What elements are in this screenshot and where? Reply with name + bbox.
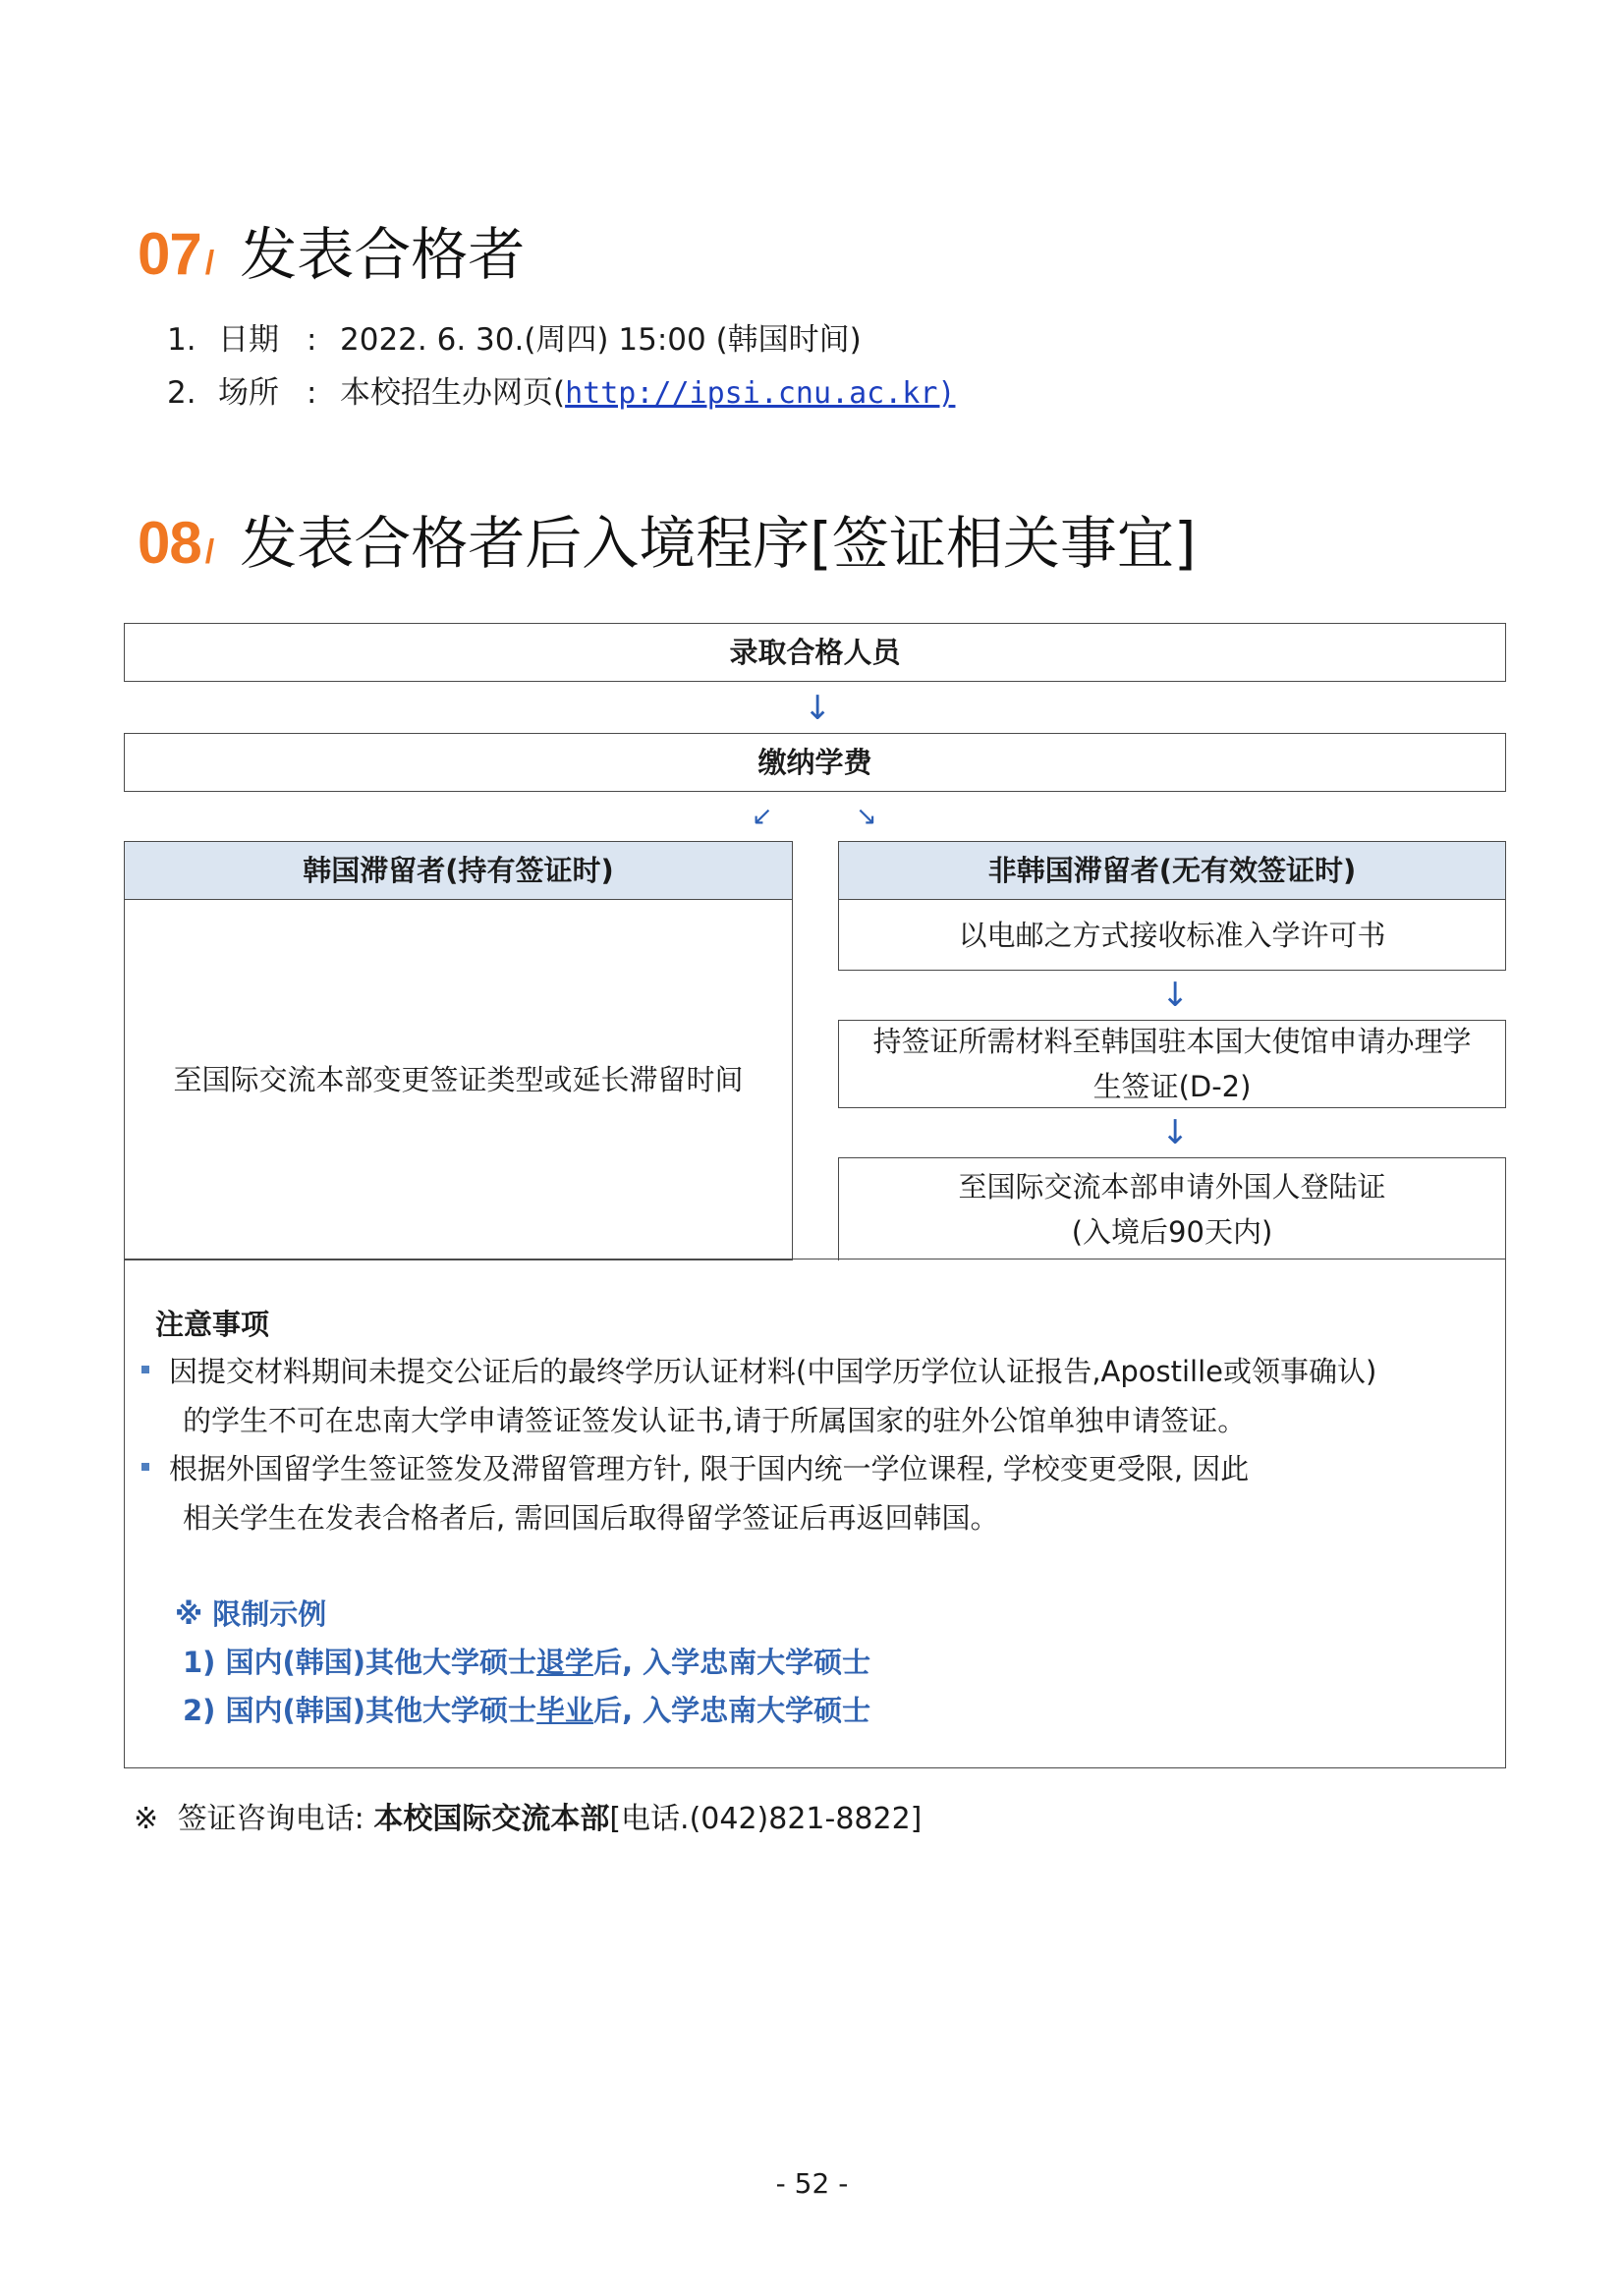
info-colon: : — [307, 375, 317, 411]
arrow-down-icon: ↓ — [804, 689, 832, 728]
note-item2-line2: 相关学生在发表合格者后, 需回国后取得留学签证后再返回韩国。 — [183, 1501, 999, 1535]
info-value: 本校招生办网页( — [340, 375, 566, 411]
section-title: 发表合格者后入境程序[签证相关事宜] — [240, 510, 1197, 577]
flow-step-tuition: 缴纳学费 — [124, 733, 1506, 792]
left-branch-body: 至国际交流本部变更签证类型或延长滞留时间 — [124, 899, 793, 1260]
info-value: 2022. 6. 30.(周四) 15:00 (韩国时间) — [340, 322, 862, 358]
arrow-down-right-icon: ↘ — [856, 802, 877, 831]
contact-phone: [电话.(042)821-8822] — [609, 1802, 923, 1836]
alien-registration-line2: (入境后90天内) — [1071, 1215, 1273, 1249]
right-step-admission-letter: 以电邮之方式接收标准入学许可书 — [838, 899, 1506, 971]
flow-step-admitted: 录取合格人员 — [124, 623, 1506, 682]
arrow-down-icon: ↓ — [1161, 976, 1190, 1015]
page-number: - 52 - — [775, 2167, 849, 2200]
restriction-example-title: ※ 限制示例 — [175, 1597, 327, 1631]
arrow-down-icon: ↓ — [1161, 1113, 1190, 1152]
section-slash: / — [204, 533, 215, 571]
right-branch-header: 非韩国滞留者(无有效签证时) — [838, 841, 1506, 900]
right-step-visa-application — [838, 1020, 1506, 1108]
info-number: 2. — [167, 375, 196, 411]
info-place — [167, 367, 955, 412]
example2-prefix: 2) 国内(韩国)其他大学硕士 — [183, 1694, 537, 1727]
bullet-icon — [141, 1366, 149, 1373]
section-title: 发表合格者 — [240, 221, 526, 288]
contact-label: 签证咨询电话: — [177, 1802, 364, 1836]
info-colon: : — [307, 322, 317, 358]
note-item1-line1: 因提交材料期间未提交公证后的最终学历认证材料(中国学历学位认证报告,Apostille或领事确认) — [169, 1355, 1377, 1388]
example1-suffix: 后, 入学忠南大学硕士 — [593, 1646, 871, 1679]
info-date — [167, 314, 862, 359]
reference-mark: ※ — [134, 1802, 159, 1836]
note-item1-line2: 的学生不可在忠南大学申请签证签发认证书,请于所属国家的驻外公馆单独申请签证。 — [183, 1404, 1247, 1437]
restriction-example-1 — [183, 1641, 870, 1681]
visa-application-line1: 持签证所需材料至韩国驻本国大使馆申请办理学 — [872, 1025, 1472, 1058]
example1-prefix: 1) 国内(韩国)其他大学硕士 — [183, 1646, 537, 1679]
arrow-down-left-icon: ↙ — [752, 802, 773, 831]
admissions-link[interactable]: http://ipsi.cnu.ac.kr) — [565, 376, 956, 411]
contact-office: 本校国际交流本部 — [373, 1802, 610, 1836]
section-number: 07 — [138, 221, 201, 287]
right-step-alien-registration — [838, 1157, 1506, 1260]
info-number: 1. — [167, 322, 196, 358]
left-branch-header: 韩国滞留者(持有签证时) — [124, 841, 793, 900]
alien-registration-line1: 至国际交流本部申请外国人登陆证 — [958, 1170, 1386, 1203]
section-07-heading — [138, 208, 525, 291]
info-label: 日期 — [218, 322, 279, 358]
example1-underlined: 退学 — [536, 1646, 594, 1679]
notes-title: 注意事项 — [155, 1308, 270, 1341]
section-08-heading — [138, 497, 1196, 580]
example2-underlined: 毕业 — [536, 1694, 594, 1727]
example2-suffix: 后, 入学忠南大学硕士 — [593, 1694, 871, 1727]
section-number: 08 — [138, 510, 201, 576]
restriction-example-2 — [183, 1689, 870, 1729]
visa-contact-note — [134, 1794, 922, 1837]
visa-application-line2: 生签证(D-2) — [1092, 1070, 1252, 1103]
note-item2-line1: 根据外国留学生签证签发及滞留管理方针, 限于国内统一学位课程, 学校变更受限, 因此 — [169, 1452, 1250, 1485]
bullet-icon — [141, 1463, 149, 1471]
info-label: 场所 — [218, 375, 279, 411]
section-slash: / — [204, 245, 215, 282]
